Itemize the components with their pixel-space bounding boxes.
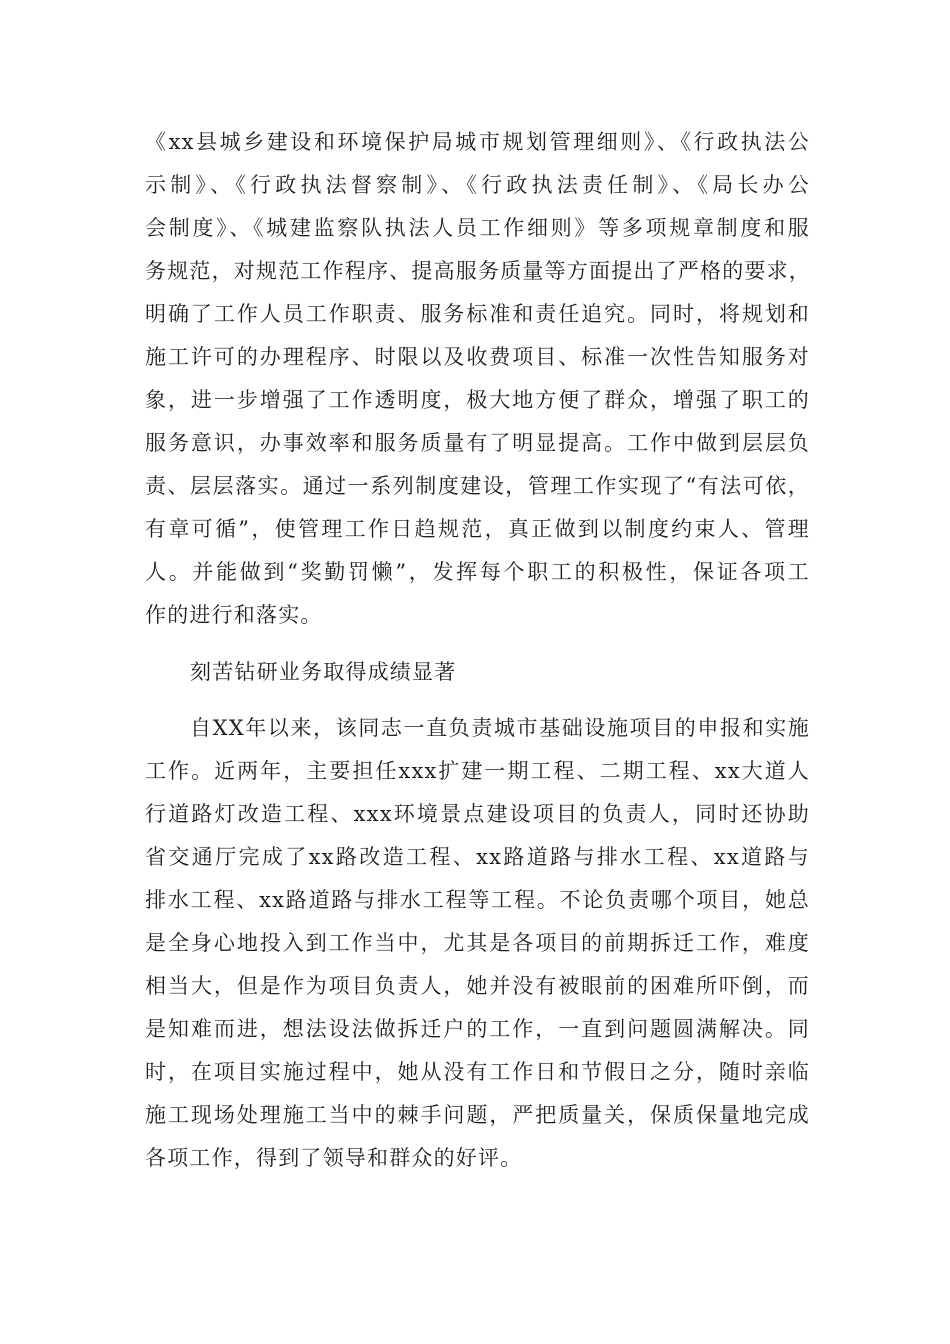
paragraph-2-line-5: 排水工程、xx路道路与排水工程等工程。不论负责哪个项目，她总 (145, 888, 810, 912)
paragraph-1-line-11: 人。并能做到“奖勤罚懒”，发挥每个职工的积极性，保证各项工 (145, 560, 810, 584)
paragraph-2-line-7: 相当大，但是作为项目负责人，她并没有被眼前的困难所吓倒，而 (145, 974, 810, 998)
section-heading: 刻苦钻研业务取得成绩显著 (190, 660, 457, 684)
paragraph-2-line-8: 是知难而进，想法设法做拆迁户的工作，一直到问题圆满解决。同 (145, 1017, 810, 1041)
paragraph-1-line-12: 作的进行和落实。 (145, 603, 323, 627)
paragraph-1-line-3: 会制度》、《城建监察队执法人员工作细则》等多项规章制度和服 (145, 216, 810, 240)
paragraph-1-line-4: 务规范，对规范工作程序、提高服务质量等方面提出了严格的要求， (145, 259, 811, 283)
paragraph-1-line-9: 责、层层落实。通过一系列制度建设，管理工作实现了“有法可依， (145, 474, 810, 498)
paragraph-1-line-2: 示制》、《行政执法督察制》、《行政执法责任制》、《局长办公 (145, 173, 810, 197)
paragraph-2-line-4: 省交通厅完成了xx路改造工程、xx路道路与排水工程、xx道路与 (145, 845, 810, 869)
paragraph-1-line-1: 《xx县城乡建设和环境保护局城市规划管理细则》、《行政执法公 (145, 130, 810, 154)
paragraph-1-line-8: 服务意识，办事效率和服务质量有了明显提高。工作中做到层层负 (145, 431, 810, 455)
paragraph-2-line-6: 是全身心地投入到工作当中，尤其是各项目的前期拆迁工作，难度 (145, 931, 810, 955)
paragraph-2-line-9: 时，在项目实施过程中，她从没有工作日和节假日之分，随时亲临 (145, 1060, 810, 1084)
paragraph-2-line-10: 施工现场处理施工当中的棘手问题，严把质量关，保质保量地完成 (145, 1103, 810, 1127)
paragraph-2-line-3: 行道路灯改造工程、xxx环境景点建设项目的负责人，同时还协助 (145, 802, 810, 826)
paragraph-1-line-5: 明确了工作人员工作职责、服务标准和责任追究。同时，将规划和 (145, 302, 810, 326)
paragraph-2-line-2: 工作。近两年，主要担任xxx扩建一期工程、二期工程、xx大道人 (145, 759, 810, 783)
paragraph-2-line-11: 各项工作，得到了领导和群众的好评。 (145, 1146, 523, 1170)
paragraph-1-line-10: 有章可循”，使管理工作日趋规范，真正做到以制度约束人、管理 (145, 517, 810, 541)
paragraph-2-line-1: 自XX年以来，该同志一直负责城市基础设施项目的申报和实施 (190, 716, 810, 740)
paragraph-1-line-7: 象，进一步增强了工作透明度，极大地方便了群众，增强了职工的 (145, 388, 810, 412)
paragraph-1-line-6: 施工许可的办理程序、时限以及收费项目、标准一次性告知服务对 (145, 345, 810, 369)
